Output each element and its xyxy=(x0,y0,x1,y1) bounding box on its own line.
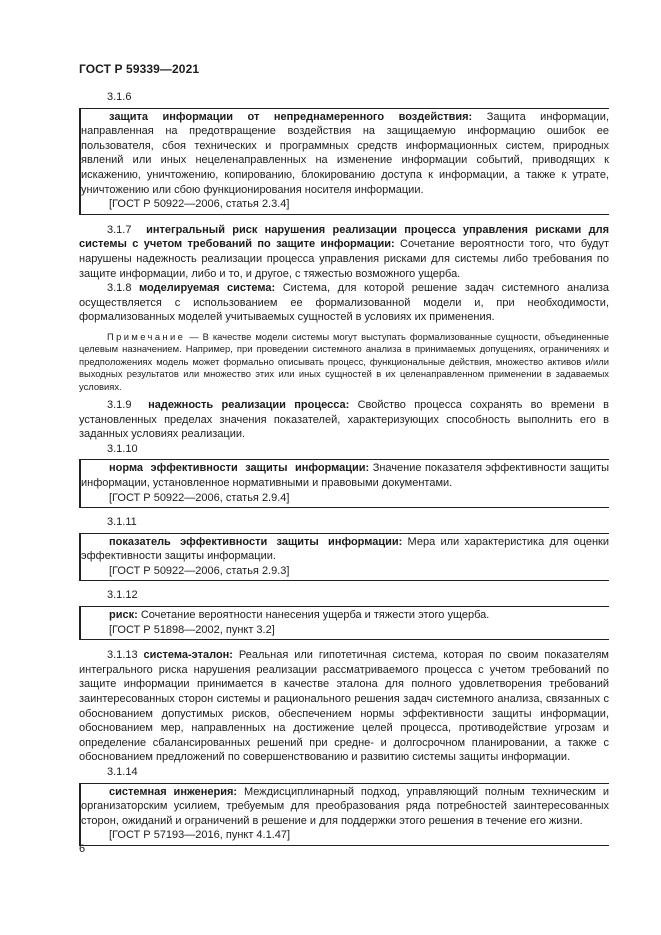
term-number: 3.1.12 xyxy=(107,589,138,602)
note-label: Примечание xyxy=(107,330,186,342)
note xyxy=(79,331,609,393)
source-reference: [ГОСТ Р 50922—2006, статья 2.9.3] xyxy=(109,564,290,577)
source-reference: [ГОСТ Р 51898—2002, пункт 3.2] xyxy=(109,623,275,636)
quoted-definition-box xyxy=(79,533,609,582)
source-reference: [ГОСТ Р 50922—2006, статья 2.9.4] xyxy=(109,491,290,504)
term-definition xyxy=(79,223,609,281)
term-definition xyxy=(81,461,609,490)
term-definition xyxy=(81,535,609,564)
quoted-definition-box xyxy=(79,459,609,508)
term-number: 3.1.14 xyxy=(107,766,138,778)
term-name: моделируемая система: xyxy=(139,282,276,295)
definition-text: Значение показателя эффективности защиты информации, установленное нормативными и правовыми документами. xyxy=(81,462,609,489)
term-name: защита информации от непреднамеренного воздействия: xyxy=(109,110,473,123)
term-number: 3.1.13 xyxy=(107,649,138,662)
term-definition xyxy=(81,785,609,829)
definition-text: Защита информации, направленная на предотвращение воздействия на защищаемую информацию ошибок ее пользователя, сбоя технических и программных средств информационных систем, природных явлений или иных нецеленаправленных на изменение информации событий, приводящих к искажению, уничтожению, копированию, блокированию доступа к информации, а также к утрате, уничтожению или сбою функционирования носителя информации. xyxy=(81,110,610,196)
term-number: 3.1.11 xyxy=(107,516,137,529)
term-name: показатель эффективности защиты информации: xyxy=(109,535,403,548)
term-name: норма эффективности защиты информации: xyxy=(109,462,370,475)
term-definition xyxy=(81,608,609,623)
term-number: 3.1.10 xyxy=(107,442,138,455)
term-number: 3.1.6 xyxy=(107,91,132,103)
term-name: надежность реализации процесса: xyxy=(148,398,350,411)
term-number: 3.1.7 xyxy=(107,223,132,236)
definition-text: Свойство процесса сохранять во времени в установленных пределах значения показателей, характеризующих способность выполнить его в заданных условиях реализации. xyxy=(79,398,610,441)
definition-text: Сочетание вероятности того, что будут нарушены надежность реализации процесса управления рисками для системы либо требования по защите информации, либо и то, и другое, с тяжестью возможного ущерба. xyxy=(79,238,609,280)
document-code: ГОСТ Р 59339—2021 xyxy=(79,62,200,76)
term-number: 3.1.8 xyxy=(107,282,132,295)
source-reference: [ГОСТ Р 50922—2006, статья 2.3.4] xyxy=(109,198,290,211)
term-name: риск: xyxy=(109,609,138,622)
term-definition xyxy=(79,648,609,765)
note-text: — В качестве модели системы могут выступать формализованные сущности, объединенные целевым назначением. Например, при проведении системного анализа в принимаемых допущениях, ограничениях и предположениях модель может формально описывать процесс, функциональные действия, множество активов и/или выходных результатов или множество этих или иных сущностей в их целенаправленном применении в задаваемых условиях. xyxy=(79,330,609,392)
term-number: 3.1.9 xyxy=(107,398,132,411)
definition-text: Сочетание вероятности нанесения ущерба и тяжести этого ущерба. xyxy=(137,609,490,622)
quoted-definition-box xyxy=(79,108,609,215)
term-definition xyxy=(79,281,609,325)
definition-text: Реальная или гипотетичная система, которая по своим показателям интегрального риска нарушения реализации рассматриваемого процесса с учетом требований по защите информации принимается в качестве эталона для полного удовлетворения требований заинтересованных сторон системы и рационального решения задач системного анализа, связанных с обоснованием допустимых рисков, обеспечением нормы эффективности защиты информации, обоснованием мер, направленных на достижение целей процесса, противодействие угрозам и определение сбалансированных решений при средне- и долгосрочном планировании, а также с обоснованием предложений по совершенствованию и развитию системы защиты информации. xyxy=(79,649,609,764)
term-definition xyxy=(79,398,609,442)
term-definition xyxy=(81,110,609,198)
term-name: интегральный риск нарушения реализации процесса управления рисками для системы с учетом требований по защите информации: xyxy=(79,223,609,251)
term-name: системная инженерия: xyxy=(109,785,238,798)
source-reference: [ГОСТ Р 57193—2016, пункт 4.1.47] xyxy=(109,829,291,842)
definition-text: Мера или характеристика для оценки эффективности защиты информации. xyxy=(81,535,609,563)
definition-text: Система, для которой решение задач системного анализа осуществляется с использованием ее формализованной модели и, при необходимости, формализованных моделей учитываемых сущностей в условиях их применения. xyxy=(79,282,609,324)
quoted-definition-box xyxy=(79,606,609,640)
page-number: 6 xyxy=(79,843,86,855)
term-name: система-эталон: xyxy=(143,649,233,662)
terms-section xyxy=(79,90,609,846)
definition-text: Междисциплинарный подход, управляющий полным техническим и организаторским усилием, требуемым для преобразования ряда потребностей заинтересованных сторон, ожиданий и ограничений в решение и для поддержки этого решения в течение его жизни. xyxy=(81,785,609,827)
quoted-definition-box xyxy=(79,783,609,846)
